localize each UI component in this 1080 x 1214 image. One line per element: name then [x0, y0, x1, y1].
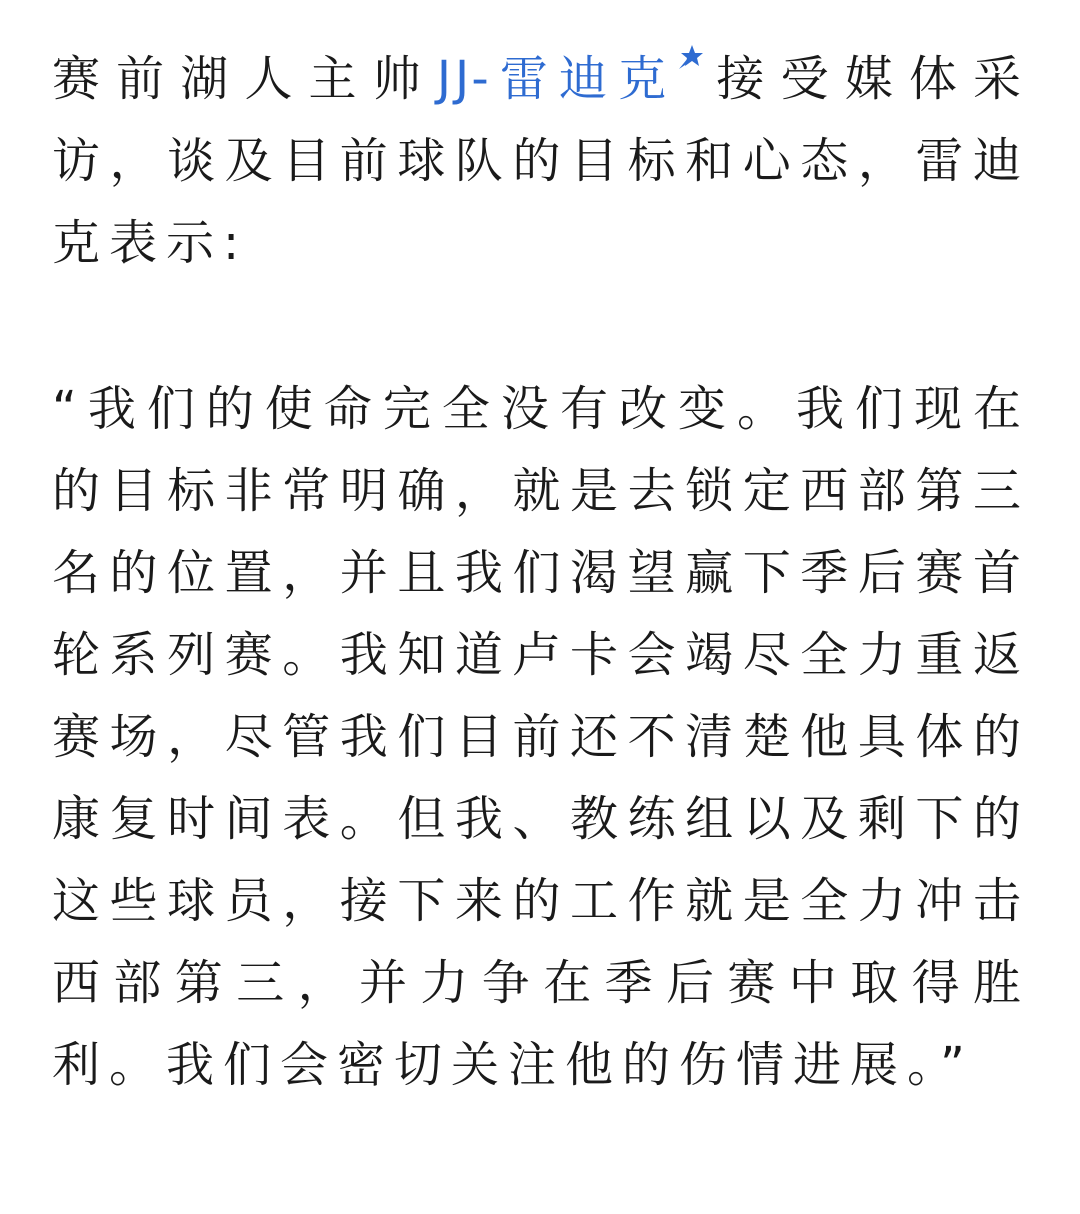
person-link[interactable] — [437, 51, 709, 107]
intro-text-after: 接受媒体采访，谈及目前球队的目标和心态，雷迪克表示: — [52, 51, 1030, 271]
paragraph-spacer — [52, 284, 1030, 368]
quote-paragraph: “我们的使命完全没有改变。我们现在的目标非常明确，就是去锁定西部第三名的位置，并且我们渴望赢下季后赛首轮系列赛。我知道卢卡会竭尽全力重返赛场，尽管我们目前还不清楚他具体的康复时间表。但我、教练组以及剩下的这些球员，接下来的工作就是全力冲击西部第三，并力争在季后赛中取得胜利。我们会密切关注他的伤情进展。” — [52, 381, 1030, 1093]
intro-text-before: 赛前湖人主帅 — [52, 51, 437, 107]
intro-paragraph — [52, 38, 1030, 284]
person-link-text[interactable]: JJ-雷迪克 — [436, 51, 678, 107]
star-icon — [675, 43, 705, 73]
